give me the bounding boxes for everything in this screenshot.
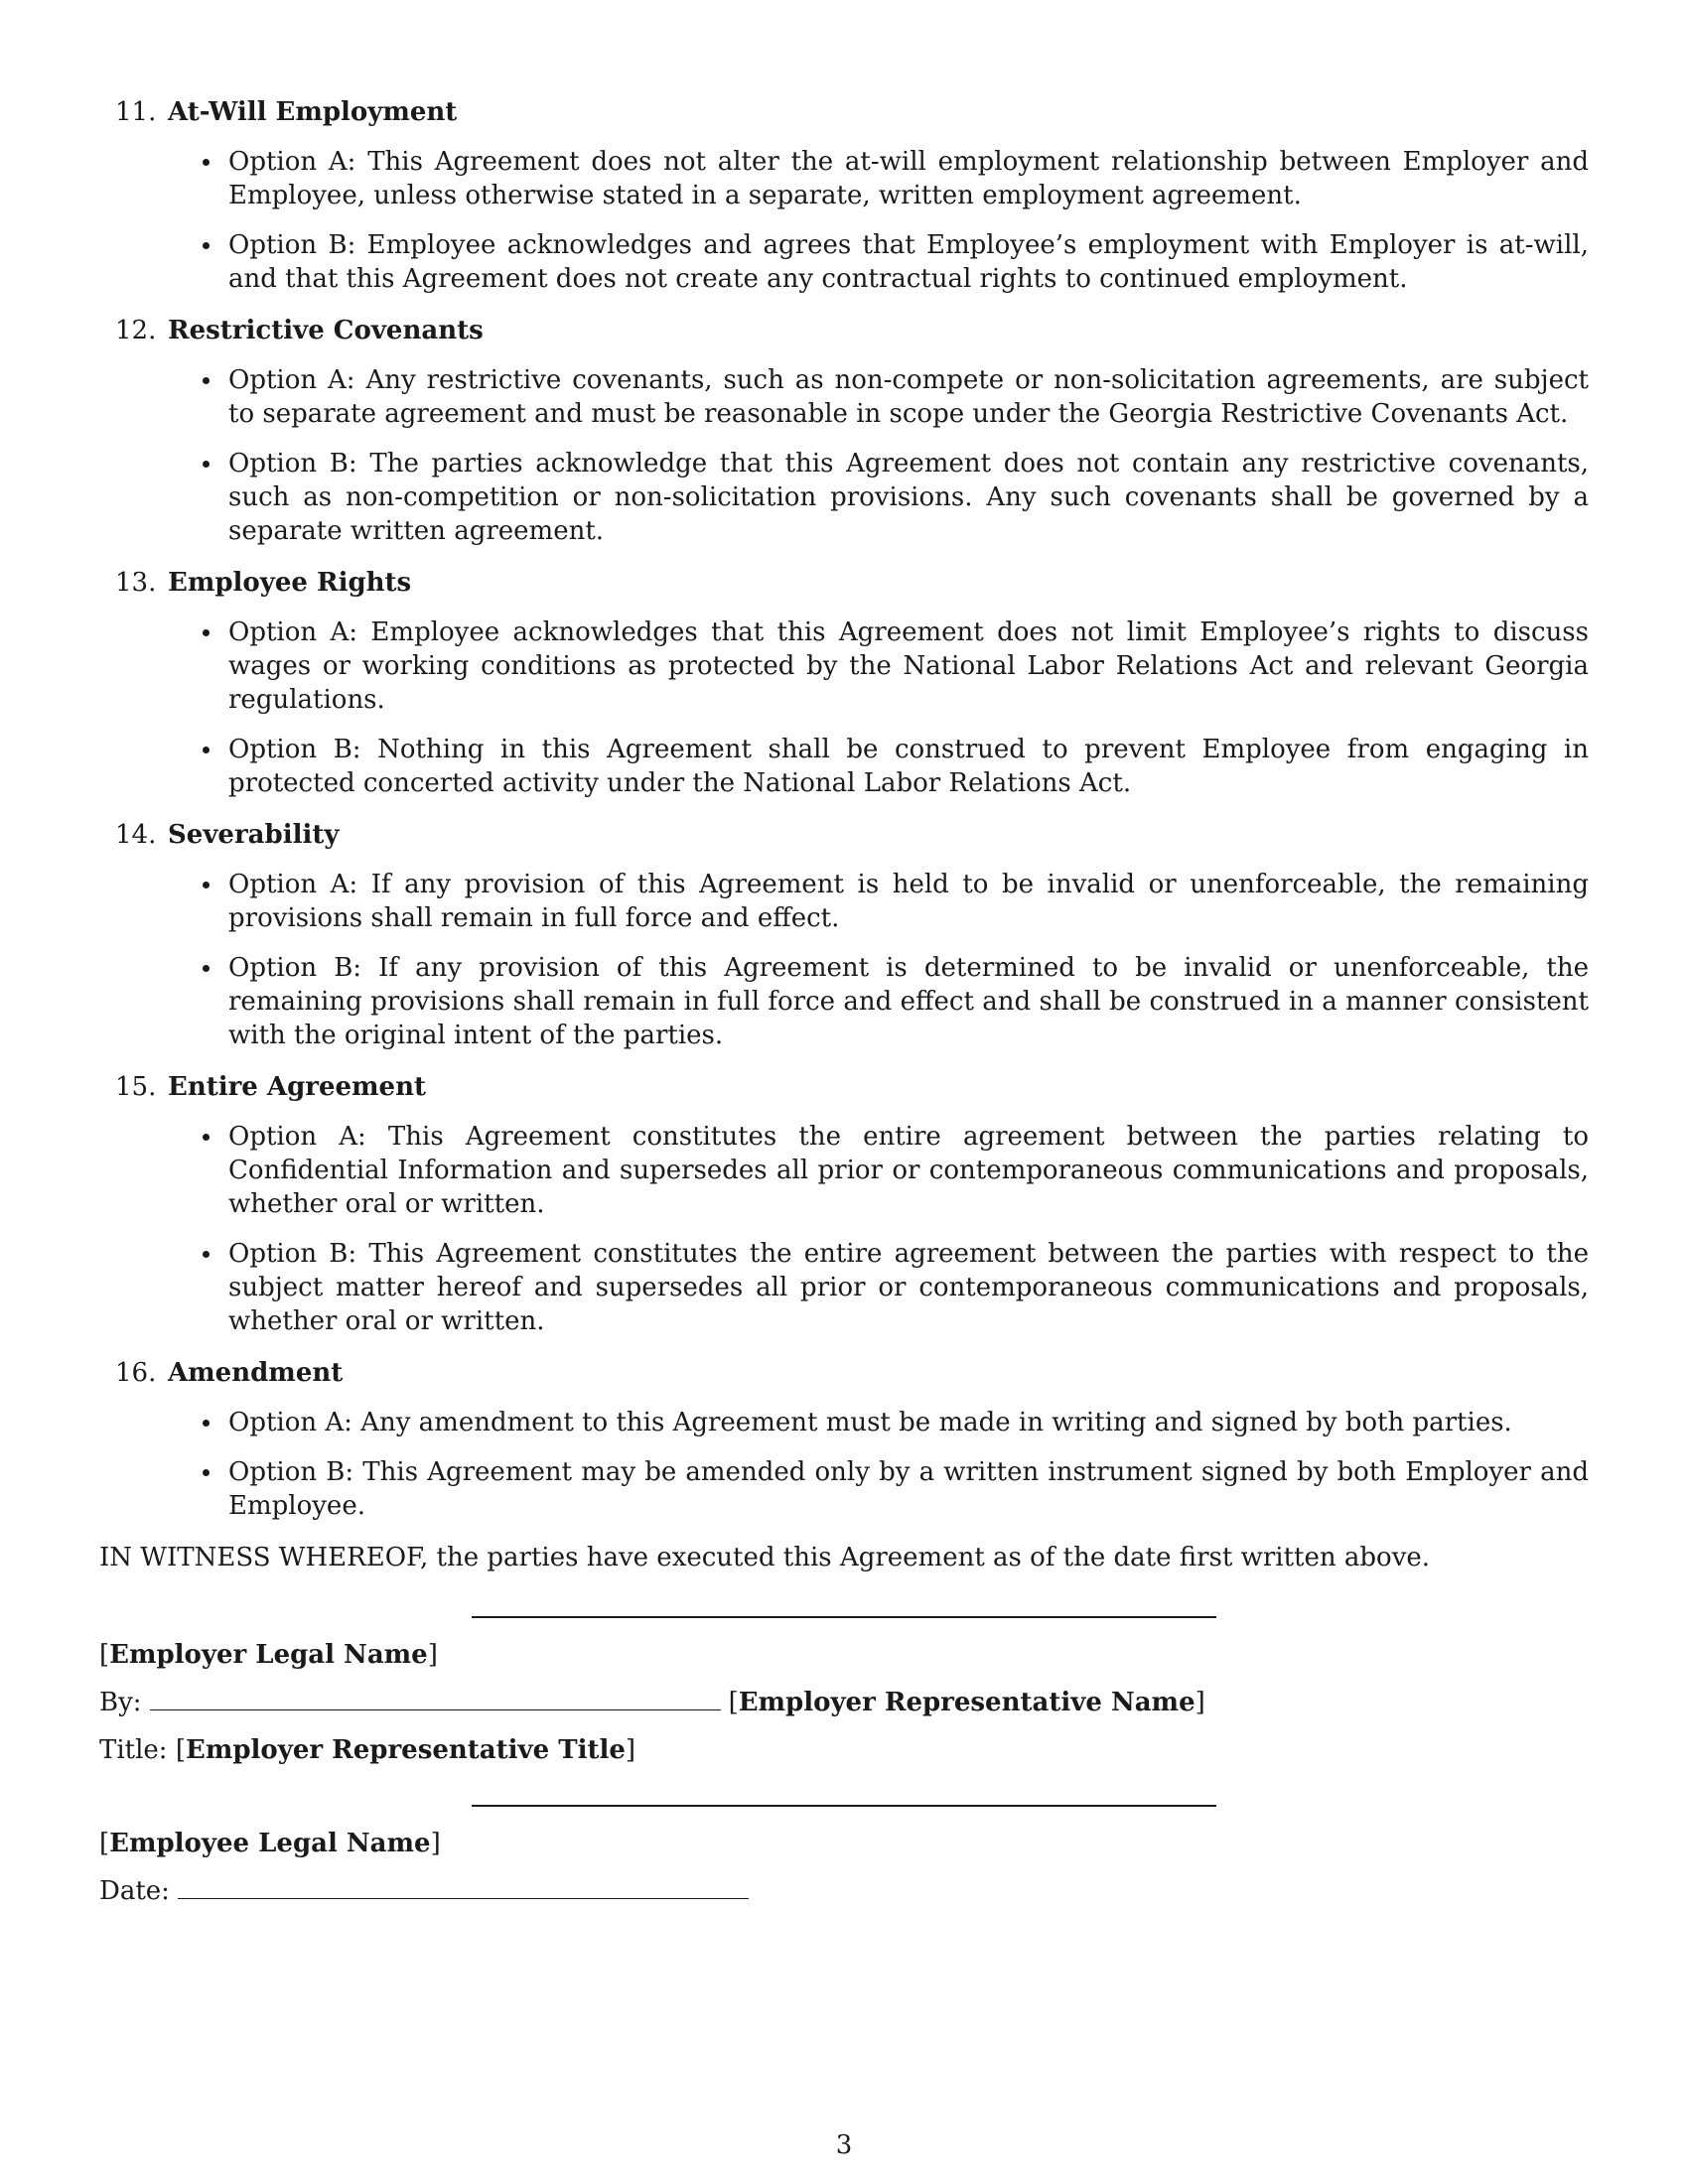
section-heading	[99, 314, 1589, 347]
option-item	[99, 733, 1589, 800]
employer-representative-name: Employer Representative Name	[738, 1688, 1196, 1717]
bullet-icon	[203, 747, 210, 753]
rep-title-close: ]	[625, 1735, 636, 1765]
date-blank[interactable]	[178, 1897, 749, 1899]
employer-by-row	[99, 1686, 1589, 1719]
bullet-icon	[203, 377, 210, 384]
option-item	[99, 951, 1589, 1052]
bullet-icon	[203, 882, 210, 888]
section-amendment	[99, 1356, 1589, 1523]
employer-name-text: Employer Legal Name	[109, 1640, 428, 1670]
section-number: 13.	[115, 568, 157, 598]
option-item	[99, 363, 1589, 431]
rep-name-close: ]	[1195, 1688, 1205, 1717]
bullet-icon	[203, 629, 210, 636]
section-entire-agreement	[99, 1070, 1589, 1338]
bullet-icon	[203, 1420, 210, 1427]
employee-name-open: [	[99, 1829, 110, 1858]
option-text: Option B: This Agreement constitutes the entire agreement between the parties with respect to the subject matter hereof and supersedes all prior or contemporaneous communications and proposals, whether oral or written.	[228, 1239, 1589, 1336]
option-list	[99, 1120, 1589, 1338]
section-number: 11.	[115, 97, 157, 127]
option-text: Option A: This Agreement constitutes the entire agreement between the parties relating to Confidential Information and supersedes all prior or contemporaneous communications and proposals, whether oral or written.	[228, 1122, 1589, 1219]
employee-date-row	[99, 1874, 1589, 1908]
option-text: Option B: This Agreement may be amended only by a written instrument signed by both Employer and Employee.	[228, 1457, 1589, 1521]
employer-title-row	[99, 1733, 1589, 1767]
employer-signature-line[interactable]	[472, 1616, 1216, 1618]
option-list	[99, 868, 1589, 1052]
section-heading	[99, 818, 1589, 852]
bullet-icon	[203, 159, 210, 166]
bullet-icon	[203, 1134, 210, 1141]
section-title: Severability	[168, 820, 340, 850]
employer-name-close: ]	[427, 1640, 438, 1670]
section-number: 14.	[115, 820, 157, 850]
option-item	[99, 615, 1589, 717]
section-list	[99, 95, 1589, 1523]
section-heading	[99, 1356, 1589, 1390]
employer-legal-name	[99, 1638, 1589, 1672]
by-signature-blank[interactable]	[150, 1708, 721, 1710]
option-item	[99, 145, 1589, 212]
option-item	[99, 1237, 1589, 1338]
option-item	[99, 228, 1589, 296]
document-page	[99, 95, 1589, 1908]
employee-legal-name	[99, 1827, 1589, 1860]
option-list	[99, 1406, 1589, 1523]
section-heading	[99, 95, 1589, 129]
section-number: 16.	[115, 1358, 157, 1388]
page-number: 3	[835, 2130, 853, 2160]
option-text: Option B: Nothing in this Agreement shall be construed to prevent Employee from engaging in protected concerted activity under the National Labor Relations Act.	[228, 735, 1589, 798]
section-title: Amendment	[168, 1358, 344, 1388]
by-label: By:	[99, 1688, 142, 1717]
section-restrictive-covenants	[99, 314, 1589, 548]
employer-name-open: [	[99, 1640, 110, 1670]
employee-signature-line[interactable]	[472, 1805, 1216, 1807]
option-text: Option A: Any amendment to this Agreement must be made in writing and signed by both parties.	[228, 1408, 1512, 1437]
option-item	[99, 1120, 1589, 1221]
employee-name-text: Employee Legal Name	[109, 1829, 431, 1858]
section-employee-rights	[99, 566, 1589, 800]
date-label: Date:	[99, 1876, 170, 1906]
section-title: Employee Rights	[168, 568, 412, 598]
section-title: Entire Agreement	[168, 1072, 426, 1102]
option-text: Option A: If any provision of this Agreement is held to be invalid or unenforceable, the remaining provisions shall remain in full force and effect.	[228, 870, 1589, 933]
option-item	[99, 868, 1589, 935]
section-severability	[99, 818, 1589, 1052]
bullet-icon	[203, 242, 210, 249]
rep-name-open: [	[728, 1688, 739, 1717]
option-list	[99, 145, 1589, 296]
employee-name-close: ]	[430, 1829, 441, 1858]
section-title: Restrictive Covenants	[168, 316, 484, 345]
bullet-icon	[203, 965, 210, 972]
title-label: Title:	[99, 1735, 168, 1765]
employer-representative-title: Employer Representative Title	[186, 1735, 626, 1765]
section-at-will-employment	[99, 95, 1589, 296]
bullet-icon	[203, 461, 210, 468]
witness-clause: IN WITNESS WHEREOF, the parties have executed this Agreement as of the date first written above.	[99, 1543, 1431, 1572]
section-heading	[99, 1070, 1589, 1104]
option-text: Option B: The parties acknowledge that this Agreement does not contain any restrictive covenants, such as non-competition or non-solicitation provisions. Any such covenants shall be governed by a separate written agreement.	[228, 449, 1589, 546]
section-number: 15.	[115, 1072, 157, 1102]
section-number: 12.	[115, 316, 157, 345]
option-text: Option A: Any restrictive covenants, such as non-compete or non-solicitation agreements, are subject to separate agreement and must be reasonable in scope under the Georgia Restrictive Covenants Act.	[228, 365, 1589, 429]
option-list	[99, 363, 1589, 548]
option-item	[99, 1406, 1589, 1439]
option-text: Option B: Employee acknowledges and agrees that Employee’s employment with Employer is at-will, and that this Agreement does not create any contractual rights to continued employment.	[228, 230, 1589, 294]
bullet-icon	[203, 1251, 210, 1258]
bullet-icon	[203, 1469, 210, 1476]
option-text: Option A: This Agreement does not alter the at-will employment relationship between Employer and Employee, unless otherwise stated in a separate, written employment agreement.	[228, 147, 1589, 210]
rep-title-open: [	[175, 1735, 186, 1765]
option-list	[99, 615, 1589, 800]
option-text: Option B: If any provision of this Agreement is determined to be invalid or unenforceable, the remaining provisions shall remain in full force and effect and shall be construed in a manner consistent with the original intent of the parties.	[228, 953, 1589, 1050]
section-heading	[99, 566, 1589, 600]
section-title: At-Will Employment	[168, 97, 458, 127]
option-text: Option A: Employee acknowledges that this Agreement does not limit Employee’s rights to discuss wages or working conditions as protected by the National Labor Relations Act and relevant Georgia regulations.	[228, 617, 1589, 715]
option-item	[99, 1455, 1589, 1523]
option-item	[99, 447, 1589, 548]
